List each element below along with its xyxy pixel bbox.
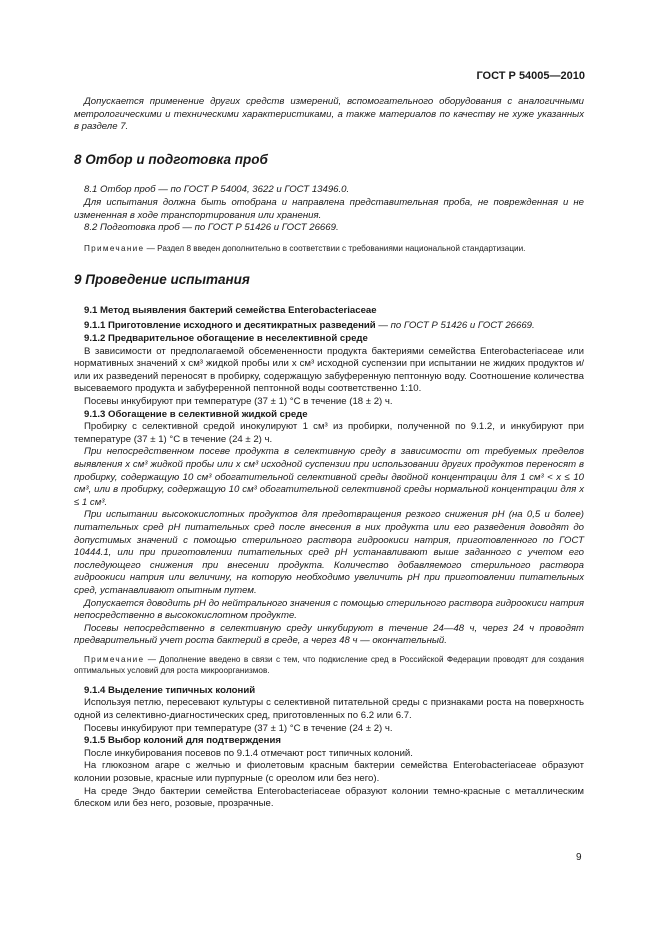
paragraph-9-1-4-b: Посевы инкубируют при температуре (37 ± 1) °C в течение (24 ± 2) ч. xyxy=(84,722,393,734)
paragraph-9-1-5-b: На глюкозном агаре с желчью и фиолетовым красным бактерии семейства Enterobacteriaceae образуют колонии розовые, красные или пурпурные (с ореолом или без него). xyxy=(74,760,584,785)
heading-9-1-1 xyxy=(74,320,584,333)
heading-9-1: 9.1 Метод выявления бактерий семейства Enterobacteriaceae xyxy=(84,304,377,316)
note-section-8 xyxy=(74,243,584,255)
note-label: Примечание xyxy=(84,654,145,664)
paragraph-9-1-5-c: На среде Эндо бактерии семейства Enterobacteriaceae образуют колонии темно-красные с металлическим блеском или без него, розовые, прозрачные. xyxy=(74,785,584,810)
paragraph-9-1-3-d: Допускается доводить pH до нейтрального значения с помощью стерильного раствора гидроокиси натрия непосредственно в высококислотном продукте. xyxy=(74,597,584,622)
heading-9-1-3: 9.1.3 Обогащение в селективной жидкой среде xyxy=(84,408,308,420)
page-number: 9 xyxy=(576,852,582,863)
page-content xyxy=(74,96,584,811)
paragraph-9-1-5-a: После инкубирования посевов по 9.1.4 отмечают рост типичных колоний. xyxy=(84,747,413,759)
paragraph-9-1-3-a: Пробирку с селективной средой инокулируют 1 см³ из пробирки, полученной по 9.1.2, и инкубируют при температуре (37 ± 1) °C в течение (24 ± 2) ч. xyxy=(74,421,584,445)
heading-9-1-1-tail: — по ГОСТ Р 51426 и ГОСТ 26669. xyxy=(375,320,535,332)
paragraph-9-1-3-b: При непосредственном посеве продукта в селективную среду в зависимости от требуемых пределов выявления x см³ жидкой пробы или x см³ исходной суспензии при использовании других продуктов переносят в пробирку, содержащую 10 см³ обогатительной селективной среды двойной концентрации для 1 см³ < x ≤ 10 см³, или в пробирку, содержащую 10 см³ обогатительной селективной среды нормальной концентрации для x ≤ 1 см³. xyxy=(74,446,584,508)
heading-9-1-4: 9.1.4 Выделение типичных колоний xyxy=(84,684,256,696)
document-header: ГОСТ Р 54005—2010 xyxy=(476,70,585,82)
note-text: — Раздел 8 введен дополнительно в соответствии с требованиями национальной стандартизации. xyxy=(144,243,526,253)
intro-paragraph: Допускается применение других средств измерений, вспомогательного оборудования с аналогичными метрологическими и техническими характеристиками, а также материалов по качеству не хуже указанных в разделе 7. xyxy=(74,96,584,133)
section-8-heading: 8 Отбор и подготовка проб xyxy=(74,151,268,167)
paragraph-9-1-3-c: При испытании высококислотных продуктов для предотвращения резкого снижения pH (на 0,5 и более) питательных сред pH питательных сред после внесения в них продукта или его разведения доводят до допустимых значений с помощью стерильного раствора гидроокиси натрия, приготовленного по ГОСТ 10444.1, или при приготовлении питательных сред pH устанавливают выше заданного с учетом его последующего снижения при внесении продукта. Количество добавляемого стерильного раствора гидроокиси натрия или величину, на которую необходимо увеличить pH при приготовлении питательных сред, устанавливают опытным путем. xyxy=(74,509,584,596)
paragraph-9-1-2-b: Посевы инкубируют при температуре (37 ± 1) °C в течение (18 ± 2) ч. xyxy=(84,396,393,407)
paragraph-9-1-4-a: Используя петлю, пересевают культуры с селективной питательной среды с признаками роста на поверхность одной из селективно-диагностических сред, приготовленных по 6.2 или 6.7. xyxy=(74,697,584,722)
note-label: Примечание xyxy=(84,243,145,253)
section-9-heading: 9 Проведение испытания xyxy=(74,272,250,288)
heading-9-1-1-title: 9.1.1 Приготовление исходного и десятикратных разведений xyxy=(84,320,376,332)
heading-9-1-2: 9.1.2 Предварительное обогащение в неселективной среде xyxy=(84,333,368,345)
paragraph-9-1-3-e: Посевы непосредственно в селективную среду инкубируют в течение 24—48 ч, через 24 ч проводят предварительный учет роста бактерий в среде, а через 48 ч — окончательный. xyxy=(74,622,584,647)
paragraph-8-1: 8.1 Отбор проб — по ГОСТ Р 54004, 3622 и ГОСТ 13496.0. xyxy=(84,184,350,196)
note-text: — Дополнение введено в связи с тем, что подкисление сред в Российской Федерации проводят для создания оптимальных условий для роста микроорганизмов. xyxy=(74,654,584,676)
heading-9-1-5: 9.1.5 Выбор колоний для подтверждения xyxy=(84,735,281,747)
paragraph-8-2: 8.2 Подготовка проб — по ГОСТ Р 51426 и ГОСТ 26669. xyxy=(84,222,339,234)
paragraph-9-1-2-a: В зависимости от предполагаемой обсемененности продукта бактериями семейства Enterobacteriaceae или нормативных значений x см³ жидкой пробы или x см³ исходной суспензии при испытании не жидких продуктов и/или их разведений переносят в пробирку, содержащую забуференную пептонную воду. Соотношение количества высеваемого продукта и забуференной пептонной воды соответственно 1:10. xyxy=(74,345,584,395)
note-section-9 xyxy=(74,654,584,677)
paragraph-8-1-text: Для испытания должна быть отобрана и направлена представительная проба, не поврежденная и не измененная в ходе транспортирования или хранения. xyxy=(74,196,584,221)
